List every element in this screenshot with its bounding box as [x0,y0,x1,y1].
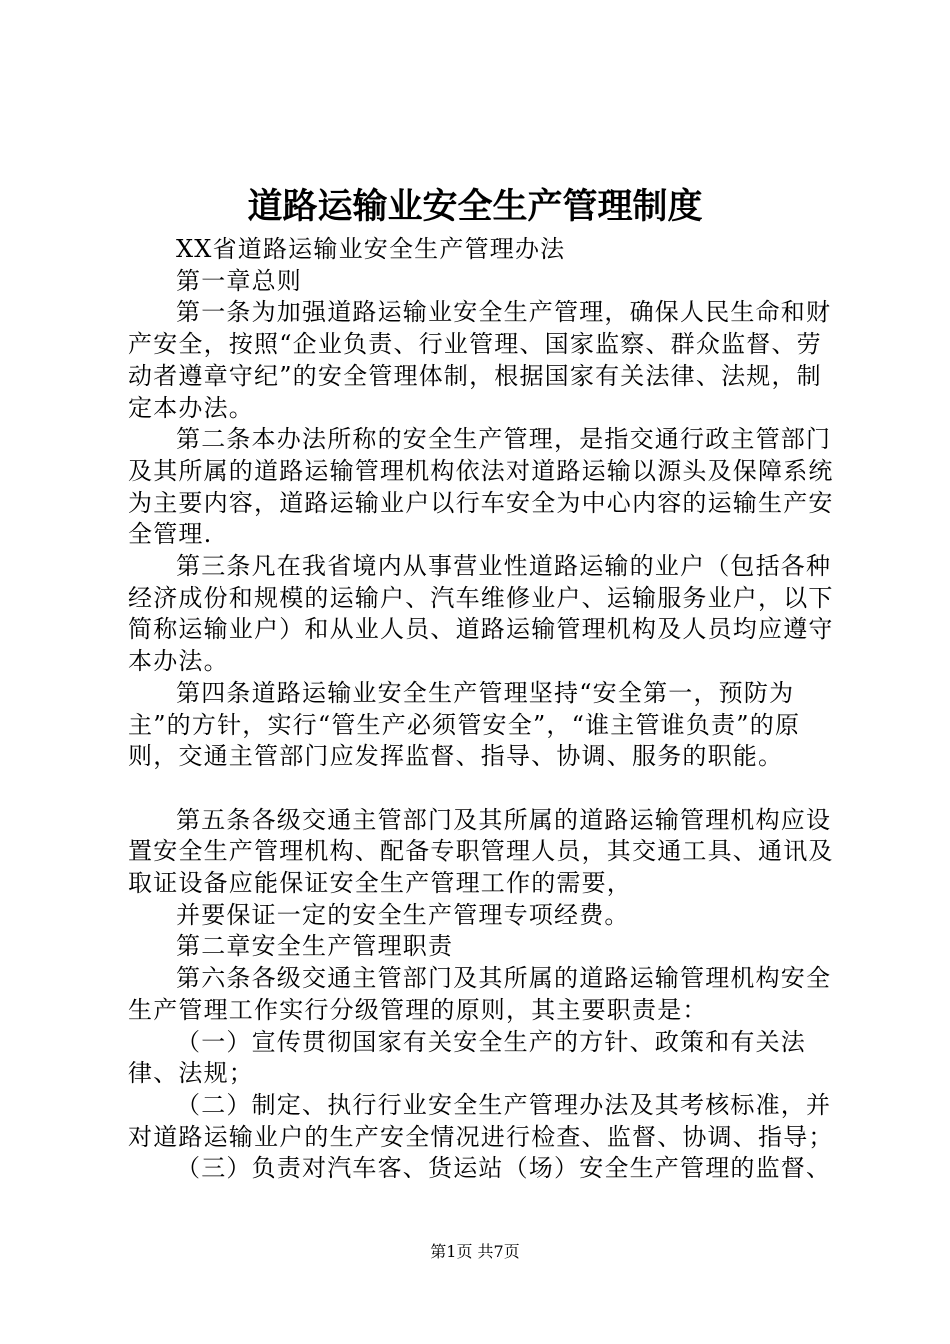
paragraph-item-1: （一）宣传贯彻国家有关安全生产的方针、政策和有关法律、法规； [128,1027,806,1088]
paragraph-article-4: 第四条道路运输业安全生产管理坚持“安全第一，预防为主”的方针，实行“管生产必须管安全”，“谁主管谁负责”的原则，交通主管部门应发挥监督、指导、协调、服务的职能。 [128,678,801,771]
paragraph-chapter-1: 第一章总则 [176,266,302,295]
document-body [128,234,846,1185]
paragraph-article-5: 第五条各级交通主管部门及其所属的道路运输管理机构应设置安全生产管理机构、配备专职管理人员，其交通工具、通讯及取证设备应能保证安全生产管理工作的需要， [128,805,834,898]
document-title: 道路运输业安全生产管理制度 [247,187,703,227]
paragraph-item-3: （三）负责对汽车客、货运站（场）安全生产管理的监督、 [176,1154,832,1183]
paragraph-item-2: （二）制定、执行行业安全生产管理办法及其考核标准，并对道路运输业户的生产安全情况进行检查、监督、协调、指导； [128,1090,834,1151]
paragraph-article-2: 第二条本办法所称的安全生产管理，是指交通行政主管部门及其所属的道路运输管理机构依法对道路运输以源头及保障系统为主要内容，道路运输业户以行车安全为中心内容的运输生产安全管理. [128,425,834,549]
paragraph-article-1: 第一条为加强道路运输业安全生产管理，确保人民生命和财产安全，按照“企业负责、行业管理、国家监察、群众监督、劳动者遵章守纪”的安全管理体制，根据国家有关法律、法规，制定本办法。 [128,298,832,422]
paragraph-article-6: 第六条各级交通主管部门及其所属的道路运输管理机构安全生产管理工作实行分级管理的原则，其主要职责是： [128,964,832,1024]
paragraph-chapter-2: 第二章安全生产管理职责 [176,932,454,961]
paragraph-article-5-cont: 并要保证一定的安全生产管理专项经费。 [176,900,630,929]
page-footer: 第1页 共7页 [430,1242,520,1261]
paragraph-gap [128,773,846,805]
paragraph-article-3: 第三条凡在我省境内从事营业性道路运输的业户（包括各种经济成份和规模的运输户、汽车维修业户、运输服务业户，以下简称运输业户）和从业人员、道路运输管理机构及人员均应遵守本办法。 [128,552,834,676]
paragraph-subtitle: XX省道路运输业安全生产管理办法 [176,235,566,263]
